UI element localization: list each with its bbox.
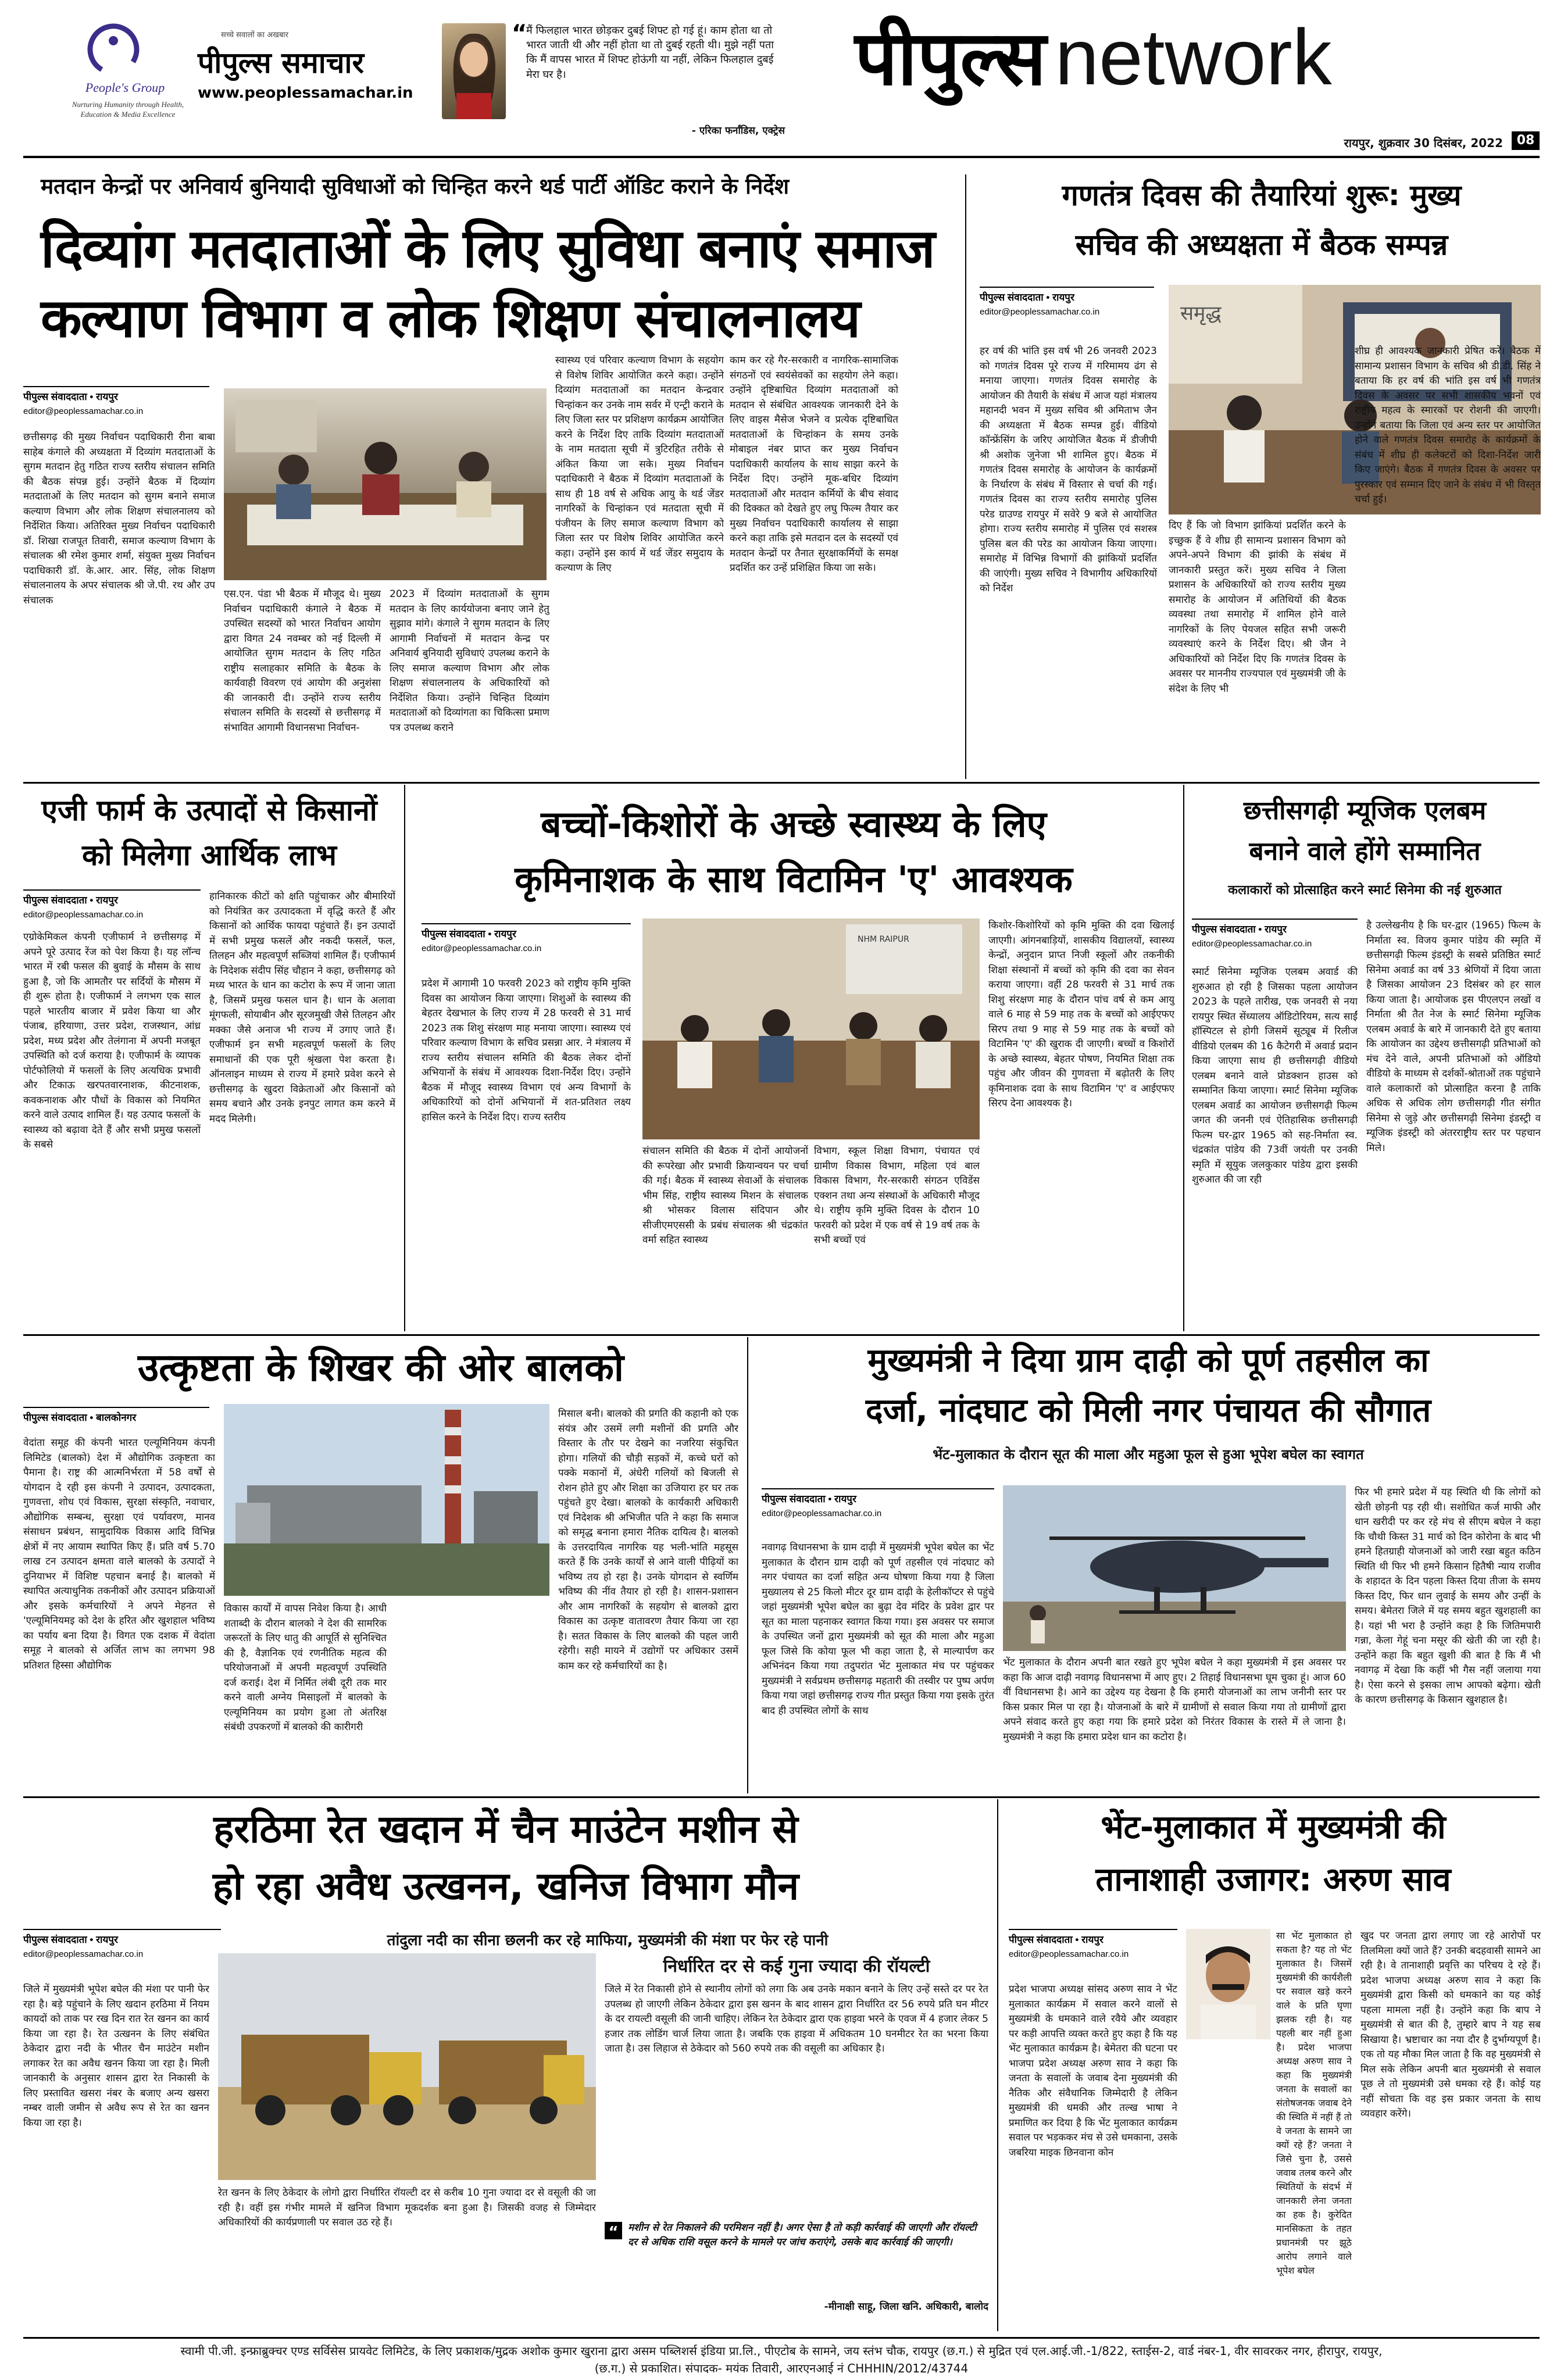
quote-mark-icon: “ xyxy=(512,20,527,47)
story8-col1: जिले में मुख्यमंत्री भूपेश बघेल की मंशा पर पानी फेर रहा है। बड़े पहुंचाने के लिए खदान हरठिमा में नियम कायदों को ताक पर रख दिन रात रेत खनन का कार्य किया जा रहा है। रेत उत्खनन के लिए संबंधित ठेकेदार द्वारा नदी के भीतर चैन माउंटेन मशीन लगाकर रेत का अवैध खनन किया जा रहा है। मिली जानकारी के अनुसार शासन द्वारा रेत निकासी के लिए प्रस्तावित खसरा नंबर के बजाए अन्य खसरा नम्बर वाली जमीन से अवैध रूप से रेत का खनन किया जा रहा है। xyxy=(23,1984,209,2129)
brand-tagline: Nurturing Humanity through Health, Education & Media Excellence xyxy=(72,100,184,119)
story5-subhead: कलाकारों को प्रोत्साहित करने स्मार्ट सिनेमा की नई शुरुआत xyxy=(1228,883,1502,898)
story2-col1: हर वर्ष की भांति इस वर्ष भी 26 जनवरी 2023 को गणतंत्र दिवस पूरे राज्य में गरिमामय ढंग से मनाया जाएगा। गणतंत्र दिवस समारोह के आयोजन की तैयारी के संबंध में आज यहां मंत्रालय महानदी भवन में मुख्य सचिव श्री अमिताभ जैन की अध्यक्षता में बैठक सम्पन्न हुई। वीडियो कॉन्फ्रेंसिंग के जरिए आयोजित बैठक में डीजीपी श्री अशोक जुनेजा भी शामिल हुए। बैठक में गणतंत्र दिवस समारोह के आयोजन के कार्यक्रमों के निर्धारण के संबंध में विस्तार से चर्चा की गई। गणतंत्र दिवस का राज्य स्तरीय समारोह पुलिस परेड ग्राउण्ड रायपुर में सवेरे 9 बजे से आयोजित होगा। राज्य स्तरीय समारोह में पुलिस एवं सशस्त्र पुलिस बल की परेड का आयोजन किया जाएगा। समारोह में विभिन्न विभागों की झांकियों प्रदर्शित की जाएंगी। मुख्य सचिव ने विभागीय अधिकारियों को निर्देश xyxy=(980,345,1157,594)
story1-col4: स्वास्थ्य एवं परिवार कल्याण विभाग के सहयोग से विशेष शिविर आयोजित करने कहा। उन्होंने दिव्यांग मतदाताओं का मतदान केन्द्रवार चिन्हांकन कर उनके नाम सर्वर में एन्ट्री कराने के लिए जिला स्तर पर प्रशिक्षण कार्यक्रम आयोजित करने के निर्देश दिए ताकि दिव्यांग मतदाताओं के नाम मतदाता सूची में त्रुटिरहित तरीके से अंकित किया जा सके। मुख्य निर्वाचन पदाधिकारी ने बैठक में दिव्यांग मतदाताओं के साथ ही 18 वर्ष से अधिक आयु के थर्ड जेंडर नागरिकों के चिन्हांकन एवं मतदाता सूची में पंजीयन के लिए समाज कल्याण विभाग को जिला स्तर पर विशेष शिविर आयोजित करने कहा। उन्होंने इस कार्य में थर्ड जेंडर समुदाय के कल्याण के लिए xyxy=(555,355,724,574)
dateline: रायपुर, शुक्रवार 30 दिसंबर, 2022 xyxy=(1344,136,1503,150)
story7-headline-1: मुख्यमंत्री ने दिया ग्राम दाढ़ी को पूर्ण तहसील का xyxy=(867,1342,1429,1380)
story3-headline-1: एजी फार्म के उत्पादों से किसानों xyxy=(41,794,377,827)
masthead xyxy=(0,0,1557,163)
story8-headline-1: हरठिमा रेत खदान में चैन माउंटेन मशीन से xyxy=(213,1807,798,1852)
story7-byline-text: पीपुल्स संवाददाता • रायपुर xyxy=(762,1493,856,1505)
section-title xyxy=(855,13,1332,102)
story4-byline-text: पीपुल्स संवाददाता • रायपुर xyxy=(422,928,516,939)
story3-email: editor@peoplessamachar.co.in xyxy=(23,910,144,920)
story9-email: editor@peoplessamachar.co.in xyxy=(1009,1949,1129,1959)
section-title-latin: network xyxy=(1055,13,1332,101)
story7-headline-2: दर्जा, नांदघाट को मिली नगर पंचायत की सौगात xyxy=(865,1392,1431,1430)
story5-col2: है उल्लेखनीय है कि घर-द्वार (1965) फिल्म के निर्माता स्व. विजय कुमार पांडेय की स्मृति में छत्तीसगढ़ी फिल्म इंडस्ट्री के सबसे प्रतिष्ठित स्मार्ट सिनेमा अवार्ड का वर्ष 33 श्रेणियों में दिया जाता है जिसका आयोजन 23 दिसंबर को हर साल किया जाता है। आयोजक इस पीएलएन लखों व निर्माता श्री तैत नेज के स्मार्ट सिनेमा म्यूजिक एलबम अवार्ड के बारे में जानकारी देते हुए बताया कि आयोजन का उद्देश्य छत्तीसगढ़ी प्रतिभाओं को मंच देने वाले, अपनी प्रतिभाओं को ऑडियो वीडियो के माध्यम से दर्शकों-श्रोताओं तक पहुंचाने वाले कलाकारों को प्रोत्साहित करना है ताकि अधिक से अधिक लोग छत्तीसगढ़ी गीत संगीत सिनेमा से जुड़े और छत्तीसगढ़ी सिनेमा इंडस्ट्री व म्यूजिक इंडस्ट्री को अंतरराष्ट्रीय स्तर पर पहचान मिले। xyxy=(1366,920,1541,1154)
website-link[interactable] xyxy=(198,84,413,102)
story4-col3: विभाग, स्कूल शिक्षा विभाग, पंचायत एवं ग्रामीण विकास विभाग, महिला एवं बाल विकास विभाग, गैर-सरकारी संगठन एविडेंस एक्शन तथा अन्य संस्थाओं के अधिकारी मौजूद थे। राष्ट्रीय कृमि मुक्ति दिवस के दौरान 10 फरवरी को प्रदेश में एक वर्ष से 19 वर्ष तक के सभी बच्चों एवं xyxy=(814,1145,980,1246)
footer-imprint: स्वामी पी.जी. इन्फ्राब्रुक्चर एण्ड सर्विसेस प्रायवेट लिमिटेड, के लिए प्रकाशक/मुद्रक अशोक कुमार खुराना द्वारा असम पब्लिशर्स इंडिया प्रा.लि., पीएटोब के सामने, जय स्तंभ चौक, रायपुर (छ.ग.) से मुद्रित एवं एल.आई.जी.-1/822, स्ताईस-2, वार्ड नंबर-1, वीर सावरकर नगर, हीरापुर, रायपुर, xyxy=(180,2344,1383,2358)
story3-col2: हानिकारक कीटों को क्षति पहुंचाकर और बीमारियों को नियंत्रित कर उत्पादकता में वृद्धि करते हैं और किसानों को आर्थिक फायदा पहुंचाते हैं। इन उत्पादों में सभी प्रमुख फसलें और नकदी फसलें, फल, तिलहन और महत्वपूर्ण सब्जियां शामिल हैं। एजीफार्म के निदेशक संदीप सिंह चौहान ने कहा, छत्तीसगढ़ को मध्य भारत के धान का कटोरा के रूप में जाना जाता है, जिसमें प्रमुख फसल धान है। धान के अलावा मूंगफली, सोयाबीन और सूरजमुखी जैसे तिलहन और मक्का जैसे अनाज भी राज्य में उगाए जाते हैं। एजीफार्म इन सभी महत्वपूर्ण फसलों के लिए समाधानों की एक पूरी श्रृंखला पेश करता है। ऑनलाइन माध्यम से राज्य में हमारे प्रवेश करने से छत्तीसगढ़ के खुदरा विक्रेताओं और किसानों को समय बचाने और उनके इनपुट लागत कम करने में मदद मिलेगी। xyxy=(209,891,395,1125)
story8-box-title: निर्धारित दर से कई गुना ज्यादा की रॉयल्टी xyxy=(663,1956,930,1977)
story7-col3: फिर भी हमारे प्रदेश में यह स्थिति थी कि लोगों को खेती छोड़नी पड़ रही थी। सशोधित कर्ज माफी और धान खरीदी पर कर रहे मंच से सीएम बघेल ने कहा कि चौथी किस्त 31 मार्च को दिन कोरोना के बाद भी हमने हितग्राही योजनाओं को जारी रखा बहुत कठिन स्थिति थी फिर भी हमने किसान हितैषी न्याय राजीव के शहादत के दिन पहला किस्त दिया तीजा के समय किस्त दिए, फिर धान लुवाई के समय और उन्हीं के समय। बेमेतरा जिले में यह समय बहुत खुशहाली का है। यहां भी भरा है उन्होंने कहा है कि जितिमपारी गन्ना, केला गेहूं चना मसूर की खेती की जा रही है। उन्होंने कहा कि बहुत खुशी की बात है कि मैं भी नवागढ़ में देखा कि कहीं भी गैस नहीं जलाया गया है। ऐसा करने से इसका लाभ आपको बढ़ेगा। खेती के कारण छत्तीसगढ़ के किसान खुशहाल है। xyxy=(1355,1486,1541,1706)
story8-byline-text: पीपुल्स संवाददाता • रायपुर xyxy=(23,1934,118,1945)
logo-mark-icon xyxy=(87,23,140,76)
story6-col1: वेदांता समूह की कंपनी भारत एल्यूमिनियम कंपनी लिमिटेड (बालको) देश में औद्योगिक उत्कृष्टता का पैमाना है। राष्ट्र की आत्मनिर्भरता में 58 वर्षों से योगदान दे रही इस कंपनी ने उत्पादन, उत्पादकता, गुणवत्ता, शोध एवं विकास, सुरक्षा संस्कृति, नवाचार, औद्योगिक सम्बन्ध, सुरक्षा एवं पर्यावरण, मानव संसाधन प्रबंधन, सामुदायिक विकास आदि विभिन्न क्षेत्रों में नए आयाम स्थापित किए हैं। प्रति वर्ष 5.70 लाख टन उत्पादन क्षमता वाले बालको के उत्पादों ने दुनियाभर में विशिष्ट पहचान बनाई है। बालको में स्थापित अत्याधुनिक तकनीकों और उत्पादन प्रक्रियाओं और इसके कर्मचारियों ने अपने मेहनत से 'एल्यूमिनियमइ को देश के हरित और खुशहाल भविष्य का पर्याय बना दिया है। विगत एक दशक में वेदांता समूह ने बालको से अर्जित लाभ का लगभग 98 प्रतिशत हिस्सा औद्योगिक xyxy=(23,1437,215,1671)
story1-col5: काम कर रहे गैर-सरकारी व नागरिक-सामाजिक संगठनों एवं स्वयंसेवकों का सहयोग लेने कहा। उन्होंने दृष्टिबाधित दिव्यांग मतदाताओं को मतदान से संबंधित आवश्यक जानकारी देने के लिए वाइस मैसेज भेजने व प्रत्येक दृष्टिबाधित मतदाताओं के चिन्हांकन के समय उनके मोबाइल नंबर प्राप्त कर मुख्य निर्वाचन पदाधिकारी कार्यालय के साथ साझा करने के निर्देश दिए। उन्होंने मूक-बधिर दिव्यांग मतदाताओं और मतदान कर्मियों के बीच संवाद की दिक्कत को देखते हुए लघु फिल्म तैयार कर मुख्य निर्वाचन पदाधिकारी कार्यालय से साझा करने कहा ताकि इसे मतदान दल के सदस्यों एवं मतदान केन्द्रों पर तैनात सुरक्षाकर्मियों के समक्ष प्रदर्शित कर उन्हें प्रशिक्षित किया जा सके। xyxy=(730,355,898,574)
story4-email: editor@peoplessamachar.co.in xyxy=(422,944,542,953)
footer-imprint-2: (छ.ग.) से प्रकाशित। संपादक- मयंक तिवारी, आरएनआई नं CHHHIN/2012/43744 xyxy=(594,2361,969,2375)
svg-text:समृद्ध: समृद्ध xyxy=(1180,302,1222,325)
section-title-hindi: पीपुल्स xyxy=(855,14,1047,102)
story6-byline-text: पीपुल्स संवाददाता • बालकोनगर xyxy=(23,1412,137,1423)
story5-col1: स्मार्ट सिनेमा म्यूजिक एलबम अवार्ड की शुरुआत हो रही है जिसका पहला आयोजन 2023 के पहले तारीख, एक जनवरी से नया रायपुर स्थित सेंध्यालय ऑडिटोरियम, सत्य साईं हॉस्पिटल से होगी जिसमें सूट्यूब में रिलीज वीडियो एलबम की 16 कैटेगरी में अवार्ड प्रदान किया जाएगा साथ ही छत्तीसगढ़ी वीडियो एलबम बनाने वाले प्रोडक्शन हाउस को सम्मानित किया जाएगा। स्मार्ट सिनेमा म्यूजिक एलबम अवार्ड का आयोजन छत्तीसगढ़ी फिल्म जगत की जननी एवं ऐतिहासिक छत्तीसगढ़ी फिल्म घर-द्वार 1965 को सह-निर्माता स्व. चंद्रकांत पांडेय की 73वीं जयंती पर उनकी स्मृति में सूयुक जलकुकार पांडेय द्वारा इसकी शुरुआत की जा रही xyxy=(1192,966,1358,1185)
story1-photo xyxy=(224,388,547,580)
story2-byline xyxy=(980,287,1154,317)
divider-v1 xyxy=(965,174,966,779)
story9-byline xyxy=(1009,1929,1177,1959)
story9-headline-1: भेंट-मुलाकात में मुख्यमंत्री की xyxy=(1101,1809,1446,1846)
story2-email: editor@peoplessamachar.co.in xyxy=(980,307,1100,317)
story1-kicker: मतदान केन्द्रों पर अनिवार्य बुनियादी सुविधाओं को चिन्हित करने थर्ड पार्टी ऑडिट कराने के निर्देश xyxy=(41,174,790,199)
story1-col3: 2023 में दिव्यांग मतदाताओं के सुगम मतदान के लिए कार्ययोजना बनाए जाने हेतु सुझाव मांगे। कंगाले ने सुगम मतदान के लिए आगामी निर्वाचनों में मतदान केन्द्र पर अनिवार्य बुनियादी सुविधाएं उपलब्ध कराने के लिए समाज कल्याण विभाग और लोक शिक्षण संचालनालय के अधिकारियों को निर्देशित किया। उन्होंने चिन्हित दिव्यांग मतदाताओं को दिव्यांगता का चिकित्सा प्रमाण पत्र उपलब्ध कराने xyxy=(390,588,549,734)
story5-headline-1: छत्तीसगढ़ी म्यूजिक एलबम xyxy=(1243,796,1487,826)
divider-v5 xyxy=(997,1799,998,2331)
story8-box-quote-author: -मीनाक्षी साहू, जिला खनि. अधिकारी, बालोद xyxy=(824,2301,988,2313)
story8-box-quote: मशीन से रेत निकालने की परमिशन नहीं है। अगर ऐसा है तो कड़ी कार्रवाई की जाएगी और रॉयल्टी दर से अधिक राशि वसूल करने के मामले पर जांच कराएंगे, उसके बाद कार्रवाई की जाएगी। xyxy=(628,2222,977,2248)
story2-col3: शीघ्र ही आवश्यक जानकारी प्रेषित करें। बैठक में सामान्य प्रशासन विभाग के सचिव श्री डी.डी. सिंह ने बताया कि हर वर्ष की भांति इस वर्ष भी गणतंत्र दिवस के अवसर पर सभी शासकीय भवनों एवं राष्ट्रीय महत्व के स्मारकों पर रोशनी की जाएगी। उन्होंने बताया कि जिला एवं अन्य स्तर पर आयोजित होने वाले गणतंत्र दिवस समारोह के कार्यक्रमों के संबंध में शीघ्र ही कलेक्टरों को दिशा-निर्देश जारी किए जाएंगे। बैठक में गणतंत्र दिवस के अवसर पर पुरस्कार एवं सम्मान दिए जाने के संबंध में भी विस्तृत चर्चा हुई। xyxy=(1355,345,1541,505)
divider-v3 xyxy=(1183,785,1184,1331)
paper-name: पीपुल्स समाचार xyxy=(198,46,364,80)
story2-byline-text: पीपुल्स संवाददाता • रायपुर xyxy=(980,292,1074,303)
story5-headline-2: बनाने वाले होंगे सम्मानित xyxy=(1249,837,1481,866)
website-text: www.peoplessamachar.in xyxy=(198,84,413,102)
story2-headline-2: सचिव की अध्यक्षता में बैठक सम्पन्न xyxy=(1075,228,1448,262)
story2-headline-1: गणतंत्र दिवस की तैयारियां शुरू: मुख्य xyxy=(1062,178,1462,212)
story6-headline: उत्कृष्टता के शिखर की ओर बालको xyxy=(137,1345,624,1390)
story6-col3: मिसाल बनी। बालको की प्रगति की कहानी को एक संयंत्र और उसमें लगी मशीनों की प्रगति और विस्तार के तौर पर देखने का नजरिया संकुचित होगा। गलियों की चौड़ी सड़कों में, कच्चे घरों को पक्के मकानों में, अंधेरी गलियों को बिजली से रोशन होते हुए और शिक्षा का उजियारा हर घर तक पहुंचते हुए देखा। बालको के कार्यकारी अधिकारी एवं निदेशक श्री अभिजीत पति ने कहा कि समाज को समृद्ध बनाना हमारा नैतिक दायित्व है। बालको के उत्तरदायित्व नागरिक यह भली-भांति महसूस करते हैं कि उनके कार्यों से आने वाली पीढ़ियों का भविष्य तय हो रहा है। उनके योगदान से स्वर्णिम भविष्य की नींव तैयार हो रही है। शासन-प्रशासन और आम नागरिकों के सहयोग से बालको द्वारा विकास का उत्कृष्ट वातावरण तैयार किया जा रहा है। सतत विकास के लिए बालको की पहल जारी रहेगी। सही मायने में उद्योगों पर अधिकार उसमें काम कर रहे कर्मचारियों का है। xyxy=(558,1408,738,1672)
page-number: 08 xyxy=(1512,131,1540,150)
story7-photo-caption: भेंट मुलाकात के दौरान अपनी बात रखते हुए भूपेश बघेल ने कहा मुख्यमंत्री में इस अवसर पर कहा कि आज दाढ़ी नवागढ़ विधानसभा में आए हुए। 2 तिहाई विधानसभा घूम चुका हूं। आज 60 वीं विधानसभा है। आने का उद्देश्य यह देखना है कि हमारी योजनाओं का लाभ जनीनी स्तर पर किस प्रकार मिल पा रहा है। योजनाओं के बारे में ग्रामीणों से सवाल किया गया तो ग्रामीणों द्वारा अपने संवाद करते हुए कहा गया कि हमारे प्रदेश को निरंतर विकास के रास्ते में ले जाना है। मुख्यमंत्री ने कहा कि हमारा प्रदेश धान का कटोरा है। xyxy=(1003,1657,1346,1743)
story3-byline xyxy=(23,889,201,920)
story1-byline-text: पीपुल्स संवाददाता • रायपुर xyxy=(23,391,118,402)
actress-photo xyxy=(442,23,506,119)
story3-headline-2: को मिलेगा आर्थिक लाभ xyxy=(82,838,337,872)
story8-email: editor@peoplessamachar.co.in xyxy=(23,1949,144,1959)
story4-col4: किशोर-किशोरियों को कृमि मुक्ति की दवा खिलाई जाएगी। आंगनबाड़ियों, शासकीय विद्यालयों, स्वास्थ्य केन्द्रों, अनुदान प्राप्त निजी स्कूलों और तकनीकी शिक्षा संस्थानों में बच्चों को कृमि की दवा का सेवन कराया जाएगा। वहीं 28 फरवरी से 31 मार्च तक शिशु संरक्षण माह के दौरान पांच वर्ष से कम आयु वाले 6 माह से 59 माह तक के बच्चों को आईएफए सिरप तथा 9 माह से 59 माह तक के बच्चों को विटामिन 'ए' की खुराक दी जाएगी। बच्चों व किशोरों के अच्छे स्वास्थ्य, बेहतर पोषण, नियमित शिक्षा तक पहुंच और जीवन की गुणवत्ता में बढ़ोतरी के लिए कृमिनाशक दवा के साथ विटामिन 'ए' व आईएफए सिरप देना आवश्यक है। xyxy=(988,920,1174,1109)
story7-subhead: भेंट-मुलाकात के दौरान सूत की माला और महुआ फूल से हुआ भूपेश बघेल का स्वागत xyxy=(933,1446,1364,1463)
story4-photo xyxy=(642,919,980,1139)
story4-photo-caption: संचालन समिति की बैठक में दोनों आयोजनों की रूपरेखा और प्रभावी क्रियान्वयन पर चर्चा की गई। बैठक में स्वास्थ्य सेवाओं के संचालक भीम सिंह, राष्ट्रीय स्वास्थ्य मिशन के संचालक श्री भोसकर विलास संदिपान और सीजीएमएससी के प्रबंध संचालक श्री चंद्रकांत वर्मा सहित स्वास्थ्य xyxy=(642,1145,808,1246)
story1-byline xyxy=(23,386,209,416)
story5-byline-text: पीपुल्स संवाददाता • रायपुर xyxy=(1192,924,1287,935)
brand-name: People's Group xyxy=(85,80,165,95)
story7-photo xyxy=(1003,1485,1346,1651)
story9-col1: प्रदेश भाजपा अध्यक्ष सांसद अरुण साव ने भेंट मुलाकात कार्यक्रम में सवाल करने वालों से मुख्यमंत्री के धमकाने वाले रवैये और व्यवहार पर कड़ी आपत्ति व्यक्त करते हुए कहा है कि यह भेंट मुलाकात कार्यक्रम है। बेमेतरा की घटना पर भाजपा प्रदेश अध्यक्ष अरुण साव ने कहा कि जनता के सवालों के जवाब देना मुख्यमंत्री की नैतिक और संवैधानिक जिम्मेदारी है लेकिन मुख्यमंत्री की धमकी और तल्ख भाषा ने प्रमाणित कर दिया है कि भेंट मुलाकात कार्यक्रम सवाल पर भड़ककर मंच से उसे धमकाना, उसके जबरिया माइक छिनवाना कोन xyxy=(1009,1984,1177,2159)
story6-byline xyxy=(23,1407,209,1424)
story1-col1: छत्तीसगढ़ की मुख्य निर्वाचन पदाधिकारी रीना बाबा साहेब कंगाले की अध्यक्षता में दिव्यांग मतदाताओं के सुगम मतदान हेतु गठित राज्य स्तरीय संचालन समिति की बैठक संपन्न हुई। उन्होंने बैठक में दिव्यांग मतदाताओं के लिए मतदान को सुगम बनाने समाज कल्याण विभाग और लोक शिक्षण संचालनालय को निर्देशित किया। अतिरिक्त मुख्य निर्वाचन पदाधिकारी डॉ. शिखा राजपूत तिवारी, समाज कल्याण विभाग के संचालक श्री रमेश कुमार शर्मा, संयुक्त मुख्य निर्वाचन पदाधिकारी डॉ. के.आर. आर. सिंह, लोक शिक्षण संचालनालय के अपर संचालक श्री जे.पी. रथ और उप संचालक xyxy=(23,431,215,606)
svg-text:NHM RAIPUR: NHM RAIPUR xyxy=(858,935,909,944)
quote-icon: “ xyxy=(605,2222,622,2239)
story4-byline xyxy=(422,923,631,953)
story9-col2: सा भेंट मुलाकात हो सकता है? यह तो भेंट मुलाकात है। जिसमें मुख्यमंत्री की कार्यशैली पर सवाल खड़े करने वाले के प्रति घृणा झलक रही है। यह पहली बार नहीं हुआ है। प्रदेश भाजपा अध्यक्ष अरुण साव ने कहा कि मुख्यमंत्री जनता के सवालों का संतोषजनक जवाब देने की स्थिति में नहीं हैं तो वे जनता के सामने जा क्यों रहे हैं? जनता ने जिसे चुना है, उससे जवाब तलब करने और स्थितियों के संदर्भ में जानकारी लेना जनता का हक है। कुरेदित मानसिकता के तहत प्रधानमंत्री पर झूठे आरोप लगाने वाले भूपेश बघेल xyxy=(1276,1930,1352,2276)
story6-photo xyxy=(224,1404,549,1596)
masthead-rule xyxy=(23,156,1540,158)
divider-h3 xyxy=(23,1796,1540,1798)
story9-portrait xyxy=(1186,1929,1270,2039)
story8-photo-caption: रेत खनन के लिए ठेकेदार के लोगो द्वारा निर्धारित रॉयल्टी दर से करीब 10 गुना ज्यादा दर से वसूली की जा रही है। वहीं इस गंभीर मामले में खनिज विभाग मूकदर्शक बना हुआ है। जिसकी वजह से जिम्मेदार अधिकारियों की कार्यप्रणाली पर सवाल उठ रहे हैं। xyxy=(218,2187,596,2228)
story2-col2: दिए हैं कि जो विभाग झांकियां प्रदर्शित करने के इच्छुक हैं वे शीघ्र ही सामान्य प्रशासन विभाग को अपने-अपने विभाग की झांकी के संबंध में जानकारी प्रस्तुत करें। मुख्य सचिव ने जिला प्रशासन के अधिकारियों को राज्य स्तरीय मुख्य समारोह के आयोजन में अतिथियों की बैठक व्यवस्था तथा समारोह में शामिल होने वाले नागरिकों के लिए पेयजल सहित सभी जरूरी व्यवस्थाएं करने के निर्देश दिए। श्री जैन ने अधिकारियों को निर्देश दिए कि गणतंत्र दिवस के अवसर पर माननीय राज्यपाल एवं मुख्यमंत्री जी के संदेश के लिए भी xyxy=(1169,520,1346,695)
divider-v2 xyxy=(404,785,405,1331)
story9-col3: खुद पर जनता द्वारा लगाए जा रहे आरोपों पर तिलमिला क्यों जाते हैं? उनकी बदहवासी सामने आ रही है। वे तानाशाही प्रवृत्ति का परिचय दे रहे हैं। प्रदेश भाजपा अध्यक्ष अरुण साव ने कहा कि मुख्यमंत्री द्वारा किसी को धमकाने का यह कोई पहला मामला नहीं है। उन्होंने कहा कि बाप ने मुख्यमंत्री से बात की है, तुम्हारे बाप ने यह सब सिखाया है। भ्रष्टाचार का नया दौर है दुर्भाग्यपूर्ण है। एक तो यह मौका मिल जाता है कि वह मुख्यमंत्री से मिल सके लेकिन अपनी बात मुख्यमंत्री से सवाल पूछ ले तो मुख्यमंत्री उसे धमका रहे हैं। कोई यह नहीं सोचता कि वह इस प्रकार जनता के साथ व्यवहार करेंगे। xyxy=(1360,1930,1541,2120)
story1-headline-2: कल्याण विभाग व लोक शिक्षण संचालनालय xyxy=(41,287,860,349)
story4-headline-1: बच्चों-किशोरों के अच्छे स्वास्थ्य के लिए xyxy=(541,803,1047,845)
story5-email: editor@peoplessamachar.co.in xyxy=(1192,939,1312,949)
divider-h1 xyxy=(23,782,1540,784)
story9-headline-2: तानाशाही उजागर: अरुण साव xyxy=(1095,1861,1451,1899)
story7-byline xyxy=(762,1488,994,1518)
divider-v4 xyxy=(747,1337,748,1793)
masthead-quote-author: - एरिका फर्नांडिस, एक्ट्रेस xyxy=(691,125,785,137)
story3-byline-text: पीपुल्स संवाददाता • रायपुर xyxy=(23,895,118,906)
masthead-quote: मैं फिलहाल भारत छोड़कर दुबई शिफ्ट हो गई हूं। काम होता था तो भारत जाती थी और नहीं होता था तो दुबई रहती थी। मुझे नहीं पता कि मैं वापस भारत में शिफ्ट होऊंगी या नहीं, लेकिन फिलहाल दुबई मेरा घर है। xyxy=(526,24,774,81)
story8-box-text: जिले में रेत निकासी होने से स्थानीय लोगों को लगा कि अब उनके मकान बनाने के लिए उन्हें सस्ते दर पर रेत उपलब्ध हो जाएगी लेकिन ठेकेदार द्वारा इस खनन के बाद शासन द्वारा निर्धारित दर 56 रुपये प्रति घन मीटर के दर रायल्टी वसूली की जानी चाहिए। लेकिन रेत ठेकेदार द्वारा एक हाइवा भरने के एवज में 4 हजार लेकर 5 हजार तक लोडिंग चार्ज लिया जाता है। जबकि एक हाइवा में अधिकतम 10 घनमीटर रेत का भरना किया जाता है। उस लिहाज से ठेकेदार को 560 रुपये तक की वसूली का अधिकार है। xyxy=(605,1984,988,2054)
story9-byline-text: पीपुल्स संवाददाता • रायपुर xyxy=(1009,1934,1104,1945)
story8-byline xyxy=(23,1929,221,1959)
footer-rule xyxy=(23,2337,1540,2339)
paper-small-tagline: सच्चे सवालों का अखबार xyxy=(221,31,288,40)
story8-headline-2: हो रहा अवैध उत्खनन, खनिज विभाग मौन xyxy=(212,1864,799,1909)
story8-subhead: तांदुला नदी का सीना छलनी कर रहे माफिया, मुख्यमंत्री की मंशा पर फेर रहे पानी xyxy=(387,1932,829,1949)
peoples-group-logo xyxy=(87,23,140,76)
story4-col1: प्रदेश में आगामी 10 फरवरी 2023 को राष्ट्रीय कृमि मुक्ति दिवस का आयोजन किया जाएगा। शिशुओं के स्वास्थ्य की बेहतर देखभाल के लिए राज्य में 28 फरवरी से 31 मार्च 2023 तक शिशु संरक्षण माह मनाया जाएगा। स्वास्थ्य एवं परिवार कल्याण विभाग के सचिव प्रसन्ना आर. ने मंत्रालय में राज्य स्तरीय संचालन समिति की बैठक लेकर दोनों अभियानों के संबंध में आवश्यक दिशा-निर्देश दिए। उन्होंने बैठक में मौजूद स्वास्थ्य विभाग एवं अन्य विभागों के अधिकारियों को दोनों अभियानों में शत-प्रतिशत लक्ष्य हासिल करने के निर्देश दिए। राज्य स्तरीय xyxy=(422,978,631,1123)
story8-box xyxy=(605,1953,988,2325)
story7-col1: नवागढ़ विधानसभा के ग्राम दाढ़ी में मुख्यमंत्री भूपेश बघेल का भेंट मुलाकात के दौरान ग्राम दाढ़ी को पूर्ण तहसील एवं नांदघाट को नगर पंचायत का दर्जा सहित अन्य घोषणा किया गया है जिला मुख्यालय से 25 किलो मीटर दूर ग्राम दाढ़ी के हेलीकॉप्टर से पहुंचे जहां मुख्यमंत्री भूपेश बघेल का बुढ़ा देव मंदिर के प्रवेश द्वार पर सूत का माला पहनाकर स्वागत किया गया। इस अवसर पर समाज के उपस्थित जनों द्वारा मुख्यमंत्री को सूत की माला और महुआ फूल जिसे कि कोया फूल भी कहा जाता है, से माल्यार्पण कर अभिनंदन किया गया तदुपरांत भेंट मुलाकात मंच पर पहुंचकर मुख्यमंत्री ने सर्वप्रथम छत्तीसगढ़ महतारी की तस्वीर पर पुष्प अर्पण किया गया जहां छत्तीसगढ़ राज्य गीत प्रस्तुत किया गया इसके तुरंत बाद ही उपस्थित लोगों के साथ xyxy=(762,1542,994,1717)
story1-photo-caption: एस.एन. पंडा भी बैठक में मौजूद थे। मुख्य निर्वाचन पदाधिकारी कंगाले ने बैठक में उपस्थित सदस्यों को भारत निर्वाचन आयोग द्वारा विगत 24 नवम्बर को नई दिल्ली में आयोजित सुगम मतदान के लिए गठित राष्ट्रीय सलाहकार समिति के बैठक के कार्यवाही विवरण एवं आयोग की अनुशंसा की जानकारी दी। उन्होंने राज्य स्तरीय संचालन समिति के सदस्यों से छत्तीसगढ़ में संभावित आगामी विधानसभा निर्वाचन- xyxy=(224,588,381,734)
divider-h2 xyxy=(23,1334,1540,1336)
story8-photo xyxy=(218,1953,596,2180)
story4-headline-2: कृमिनाशक के साथ विटामिन 'ए' आवश्यक xyxy=(515,858,1073,900)
story7-email: editor@peoplessamachar.co.in xyxy=(762,1509,882,1518)
story6-photo-caption: विकास कार्यों में वापस निवेश किया है। आधी शताब्दी के दौरान बालको ने देश की सामरिक जरूरतों के लिए धातु की आपूर्ति से सुनिश्चित की है, वैज्ञानिक एवं रणनीतिक महत्व की परियोजनाओं में अपनी महत्वपूर्ण उपस्थिति दर्ज कराई। देश में निर्मित लंबी दूरी तक मार करने वाली अग्नेय मिसाइलों में बालको के एल्यूमिनियम का प्रयोग हुआ तो अंतरिक्ष संबंधी उपकरणों में बालको की कारीगरी xyxy=(224,1603,387,1733)
story1-email: editor@peoplessamachar.co.in xyxy=(23,406,144,416)
story5-byline xyxy=(1192,919,1358,949)
story1-headline-1: दिव्यांग मतदाताओं के लिए सुविधा बनाएं समाज xyxy=(41,217,934,280)
story3-col1: एग्रोकेमिकल कंपनी एजीफार्म ने छत्तीसगढ़ में अपने पूरे उत्पाद रेंज को पेश किया है। यह लॉन्च भारत में रबी फसल की बुवाई के मौसम के साथ हुआ है, जो कि आमतौर पर सर्दियों के मौसम में ही शुरू होता है। एजीफार्म ने लगभग एक साल पहले भारतीय बाजार में प्रवेश किया था और पंजाब, हरियाणा, उत्तर प्रदेश, राजस्थान, आंध्र प्रदेश, मध्य प्रदेश और तेलंगाना में अपनी मजबूत उपस्थिति को दर्ज कराया है। एजीफार्म के व्यापक पोर्टफोलियो में फसलों के लिए अत्यधिक प्रभावी और टिकाऊ खरपतवारनाशक, कीटनाशक, कवकनाशक और पौधों के विकास को नियमित करने वाले उत्पाद शामिल हैं। यह उत्पाद फसलों के स्वास्थ्य को बढ़ावा देते हैं और सभी प्रमुख फसलों के सबसे xyxy=(23,931,201,1150)
